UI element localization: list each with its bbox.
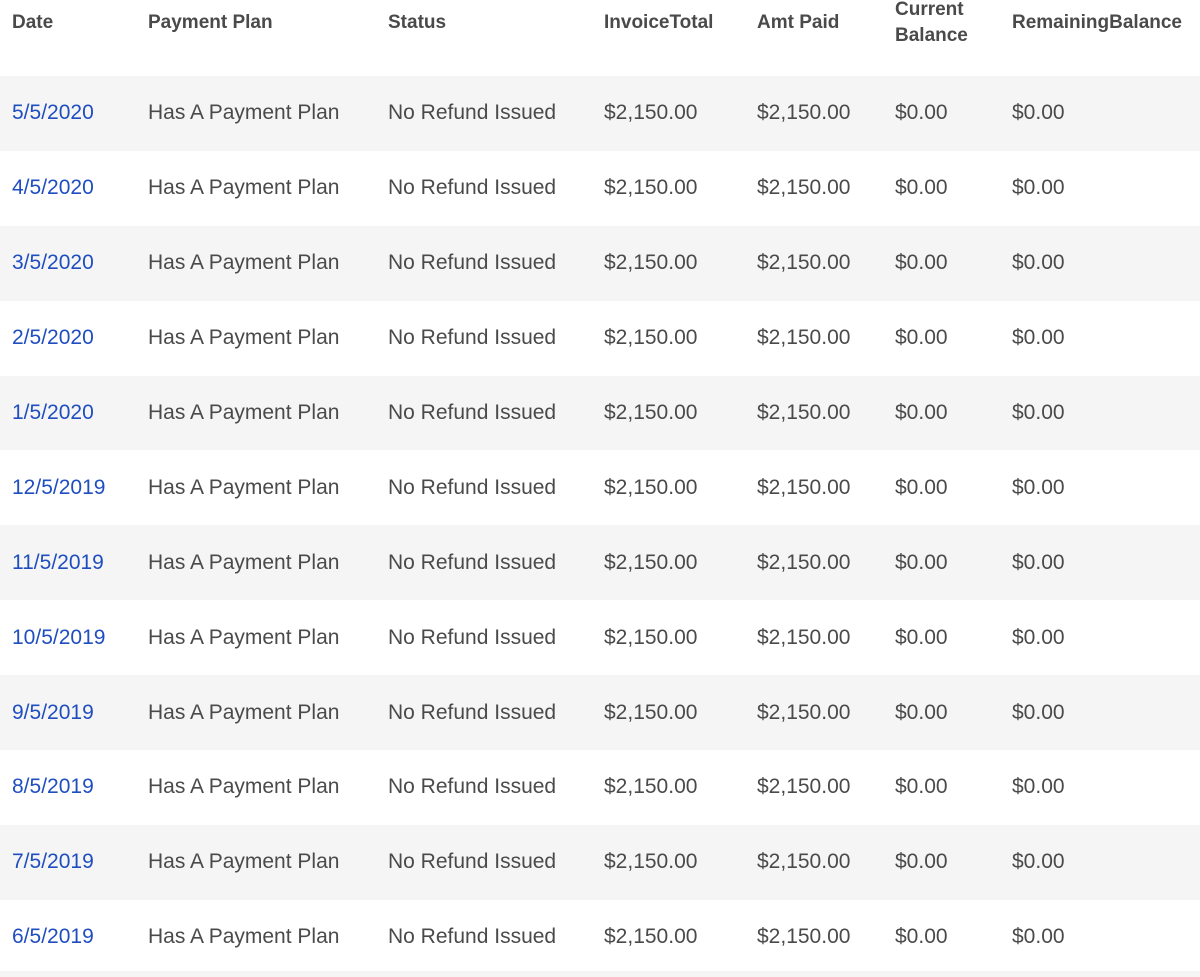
remaining-balance-cell: $0.00 (1012, 700, 1065, 724)
status-cell: No Refund Issued (388, 550, 557, 574)
remaining-balance-cell: $0.00 (1012, 550, 1065, 574)
current-balance-cell: $0.00 (895, 775, 948, 799)
status-cell: No Refund Issued (388, 625, 557, 649)
amt-paid-cell: $2,150.00 (757, 401, 851, 424)
invoice-total-cell: $2,150.00 (604, 326, 698, 350)
invoice-date-link[interactable]: 10/5/2019 (12, 625, 106, 649)
status-cell: No Refund Issued (388, 251, 557, 275)
amt-paid-cell: $2,150.00 (757, 925, 851, 949)
payment-plan-cell: Has A Payment Plan (148, 850, 340, 874)
status-cell: No Refund Issued (388, 326, 557, 350)
table-row (0, 450, 1200, 525)
payment-plan-cell: Has A Payment Plan (148, 475, 340, 499)
amt-paid-cell: $2,150.00 (757, 475, 851, 499)
amt-paid-cell: $2,150.00 (757, 850, 851, 874)
invoice-total-cell: $2,150.00 (604, 550, 698, 574)
invoice-total-cell: $2,150.00 (604, 475, 698, 499)
invoice-date-link[interactable]: 11/5/2019 (12, 550, 104, 574)
payment-plan-cell: Has A Payment Plan (148, 176, 340, 200)
current-balance-cell: $0.00 (895, 700, 948, 724)
header-status[interactable]: Status (388, 12, 447, 33)
table-row (0, 301, 1200, 376)
remaining-balance-cell: $0.00 (1012, 176, 1065, 200)
table-row (0, 750, 1200, 825)
amt-paid-cell: $2,150.00 (757, 700, 851, 724)
header-date[interactable]: Date (12, 12, 54, 33)
header-current-balance[interactable] (895, 0, 968, 49)
current-balance-cell: $0.00 (895, 401, 948, 424)
invoice-date-link[interactable]: 12/5/2019 (12, 475, 106, 499)
invoice-total-cell: $2,150.00 (604, 925, 698, 949)
status-cell: No Refund Issued (388, 850, 557, 874)
invoice-date-link[interactable]: 4/5/2020 (12, 176, 94, 200)
amt-paid-cell: $2,150.00 (757, 101, 851, 125)
status-cell: No Refund Issued (388, 700, 557, 724)
header-payment-plan[interactable]: Payment Plan (148, 12, 273, 33)
invoice-date-link[interactable]: 1/5/2020 (12, 401, 94, 424)
status-cell: No Refund Issued (388, 401, 557, 424)
header-remaining-balance[interactable]: RemainingBalance (1012, 12, 1182, 33)
current-balance-cell: $0.00 (895, 850, 948, 874)
amt-paid-cell: $2,150.00 (757, 251, 851, 275)
invoice-total-cell: $2,150.00 (604, 625, 698, 649)
invoice-total-cell: $2,150.00 (604, 850, 698, 874)
remaining-balance-cell: $0.00 (1012, 850, 1065, 874)
payment-plan-cell: Has A Payment Plan (148, 925, 340, 949)
invoice-total-cell: $2,150.00 (604, 401, 698, 424)
table-row (0, 825, 1200, 900)
invoice-total-cell: $2,150.00 (604, 176, 698, 200)
payment-plan-cell: Has A Payment Plan (148, 550, 340, 574)
invoice-total-cell: $2,150.00 (604, 101, 698, 125)
table-row (0, 600, 1200, 675)
current-balance-cell: $0.00 (895, 550, 948, 574)
amt-paid-cell: $2,150.00 (757, 176, 851, 200)
table-header-row (0, 0, 1200, 76)
remaining-balance-cell: $0.00 (1012, 775, 1065, 799)
remaining-balance-cell: $0.00 (1012, 475, 1065, 499)
current-balance-cell: $0.00 (895, 326, 948, 350)
payment-plan-cell: Has A Payment Plan (148, 101, 340, 125)
remaining-balance-cell: $0.00 (1012, 625, 1065, 649)
header-amt-paid[interactable]: Amt Paid (757, 12, 840, 33)
header-invoice-total[interactable]: InvoiceTotal (604, 12, 714, 33)
payment-plan-cell: Has A Payment Plan (148, 775, 340, 799)
payment-plan-cell: Has A Payment Plan (148, 401, 340, 424)
amt-paid-cell: $2,150.00 (757, 326, 851, 350)
remaining-balance-cell: $0.00 (1012, 925, 1065, 949)
table-row (0, 76, 1200, 151)
remaining-balance-cell: $0.00 (1012, 251, 1065, 275)
status-cell: No Refund Issued (388, 176, 557, 200)
table-row (0, 226, 1200, 301)
current-balance-cell: $0.00 (895, 475, 948, 499)
current-balance-cell: $0.00 (895, 251, 948, 275)
amt-paid-cell: $2,150.00 (757, 775, 851, 799)
current-balance-cell: $0.00 (895, 625, 948, 649)
status-cell: No Refund Issued (388, 775, 557, 799)
current-balance-cell: $0.00 (895, 176, 948, 200)
invoice-total-cell: $2,150.00 (604, 775, 698, 799)
invoice-date-link[interactable]: 8/5/2019 (12, 775, 94, 799)
table-row (0, 525, 1200, 600)
header-current-balance-line1: Current (895, 0, 964, 20)
invoice-date-link[interactable]: 2/5/2020 (12, 326, 94, 350)
invoice-date-link[interactable]: 5/5/2020 (12, 101, 94, 125)
payment-plan-cell: Has A Payment Plan (148, 625, 340, 649)
invoice-total-cell: $2,150.00 (604, 251, 698, 275)
amt-paid-cell: $2,150.00 (757, 550, 851, 574)
invoice-total-cell: $2,150.00 (604, 700, 698, 724)
current-balance-cell: $0.00 (895, 101, 948, 125)
invoice-date-link[interactable]: 9/5/2019 (12, 700, 94, 724)
amt-paid-cell: $2,150.00 (757, 625, 851, 649)
table-row (0, 376, 1200, 451)
invoice-date-link[interactable]: 7/5/2019 (12, 850, 94, 874)
status-cell: No Refund Issued (388, 925, 557, 949)
status-cell: No Refund Issued (388, 475, 557, 499)
remaining-balance-cell: $0.00 (1012, 326, 1065, 350)
table-row (0, 675, 1200, 750)
table-row (0, 900, 1200, 975)
payment-plan-cell: Has A Payment Plan (148, 251, 340, 275)
invoice-date-link[interactable]: 3/5/2020 (12, 251, 94, 275)
remaining-balance-cell: $0.00 (1012, 101, 1065, 125)
table-row (0, 151, 1200, 226)
invoice-date-link[interactable]: 6/5/2019 (12, 925, 94, 949)
table-footer-strip (0, 971, 1200, 977)
current-balance-cell: $0.00 (895, 925, 948, 949)
payment-plan-cell: Has A Payment Plan (148, 700, 340, 724)
status-cell: No Refund Issued (388, 101, 557, 125)
table-body (0, 76, 1200, 975)
header-current-balance-line2: Balance (895, 25, 968, 46)
payment-plan-cell: Has A Payment Plan (148, 326, 340, 350)
remaining-balance-cell: $0.00 (1012, 401, 1065, 424)
